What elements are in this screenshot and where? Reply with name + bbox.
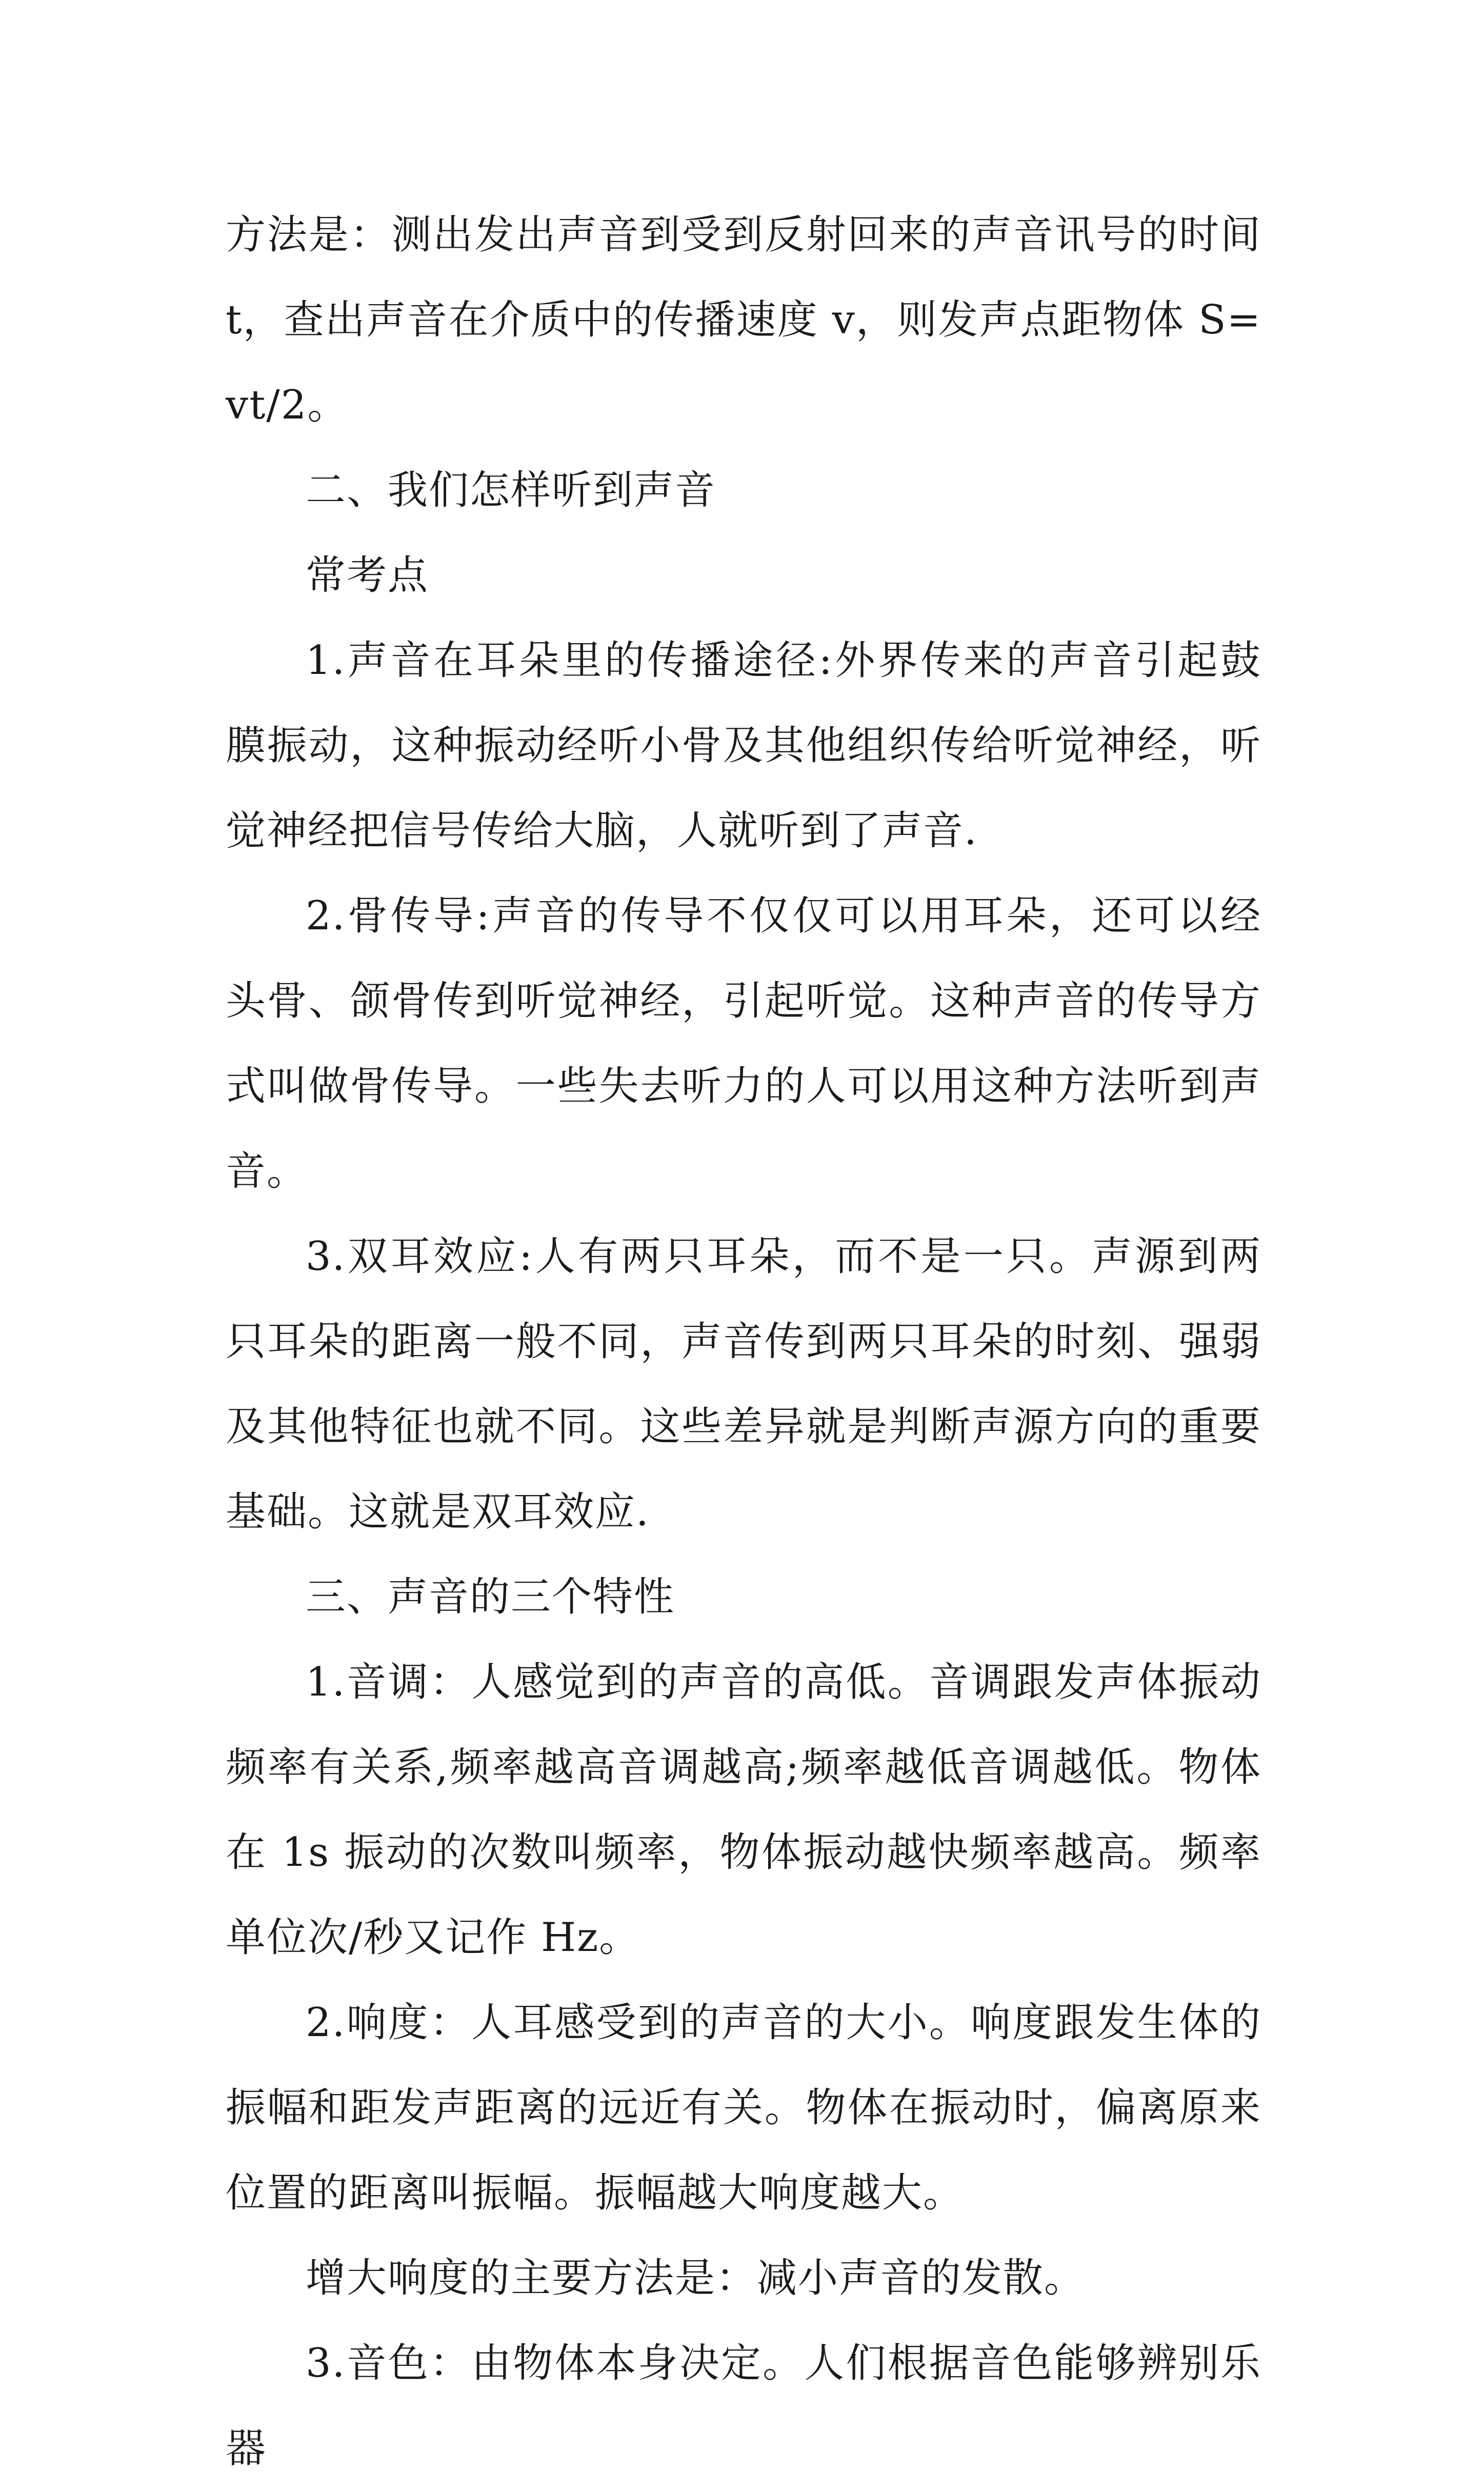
heading-how-we-hear: 二、我们怎样听到声音 [306,467,716,513]
paragraph-speed-method: 方法是：测出发出声音到受到反射回来的声音讯号的时间 t，查出声音在介质中的传播速度 v，则发声点距物体 S=vt/2。 [226,212,1261,428]
paragraph-increase-loudness: 增大响度的主要方法是：减小声音的发散。 [306,2255,1086,2301]
paragraph-binaural-effect: 3.双耳效应:人有两只耳朵，而不是一只。声源到两只耳朵的距离一般不同，声音传到两只耳朵的时刻、强弱及其他特征也就不同。这些差异就是判断声源方向的重要基础。这就是双耳效应. [226,1233,1261,1535]
paragraph-bone-conduction: 2.骨传导:声音的传导不仅仅可以用耳朵，还可以经头骨、颌骨传到听觉神经，引起听觉。这种声音的传导方式叫做骨传导。一些失去听力的人可以用这种方法听到声音。 [226,893,1261,1194]
paragraph-pitch: 1.音调：人感觉到的声音的高低。音调跟发声体振动频率有关系,频率越高音调越高;频率越低音调越低。物体在 1s 振动的次数叫频率，物体振动越快频率越高。频率单位次/秒又记作 Hz。 [226,1659,1261,1961]
paragraph-ear-pathway: 1.声音在耳朵里的传播途径:外界传来的声音引起鼓膜振动，这种振动经听小骨及其他组织传给听觉神经，听觉神经把信号传给大脑，人就听到了声音. [226,637,1261,854]
paragraph-loudness: 2.响度：人耳感受到的声音的大小。响度跟发生体的振幅和距发声距离的远近有关。物体在振动时，偏离原来位置的距离叫振幅。振幅越大响度越大。 [226,2000,1261,2216]
document-body [226,192,1261,2491]
heading-three-properties: 三、声音的三个特性 [306,1574,675,1620]
paragraph-timbre: 3.音色：由物体本身决定。人们根据音色能够辨别乐器 [226,2340,1261,2472]
subheading-key-points: 常考点 [306,552,429,599]
